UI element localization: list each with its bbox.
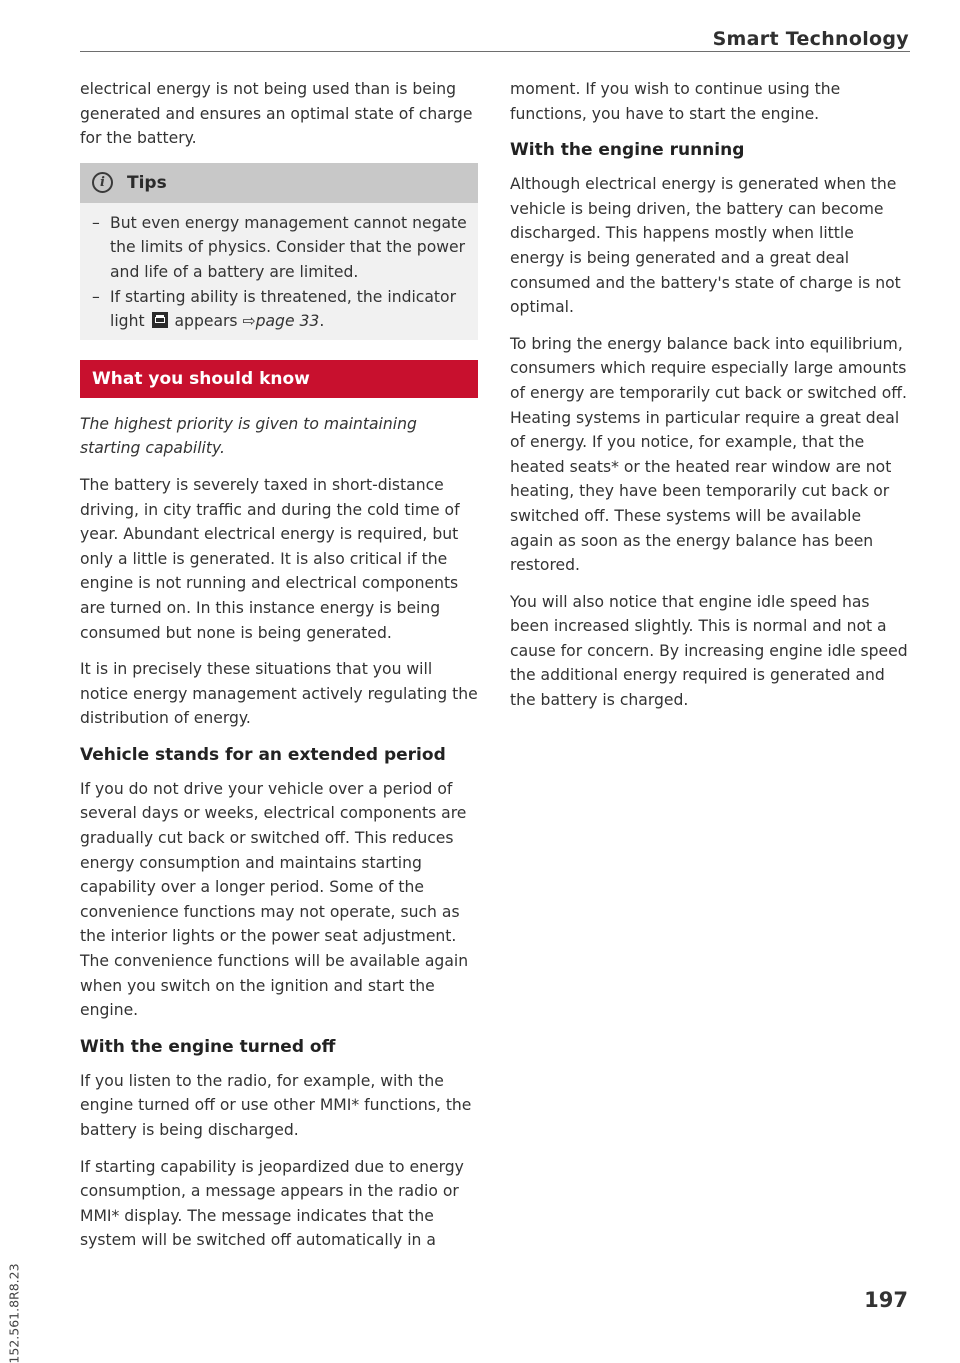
paragraph: If you do not drive your vehicle over a period of several days or weeks, electrical components are gradually cut back or switched off. This reduces energy consumption and maintains starting capability over a longer period. Some of the convenience functions may not operate, such as the interior lights or the power seat adjustment. The convenience functions will be available again when you switch on the ignition and start the engine. bbox=[80, 779, 469, 1020]
paragraph: You will also notice that engine idle speed has been increased slightly. This is normal and not a cause for concern. By increasing engine idle speed the additional energy required is generated and the battery is charged. bbox=[510, 592, 908, 710]
right-column bbox=[510, 77, 908, 725]
document-code: 152.561.8R8.23 bbox=[6, 1262, 22, 1363]
paragraph: If starting capability is jeopardized due to energy consumption, a message appears in the radio or MMI* display. The message indicates that the system will be switched off automatically in a bbox=[80, 1157, 464, 1250]
page-reference-link[interactable]: page 33 bbox=[255, 312, 320, 331]
intro-text: The highest priority is given to maintaining starting capability. bbox=[80, 414, 417, 458]
left-column bbox=[80, 77, 478, 1265]
tips-item: – But even energy management cannot negate the limits of physics. Consider that the power and life of a battery are limited. bbox=[92, 213, 467, 281]
tips-title: Tips bbox=[127, 172, 167, 193]
paragraph: It is in precisely these situations that you will notice energy management actively regulating the distribution of energy. bbox=[80, 660, 478, 728]
tips-list bbox=[80, 203, 478, 340]
page-number: 197 bbox=[864, 1288, 908, 1312]
tips-item: – If starting ability is threatened, the indicator light appears ⇨page 33. bbox=[92, 287, 457, 331]
paragraph: Although electrical energy is generated when the vehicle is being driven, the battery can become discharged. This happens mostly when little energy is being generated and a great deal consumed and the battery's state of charge is not optimal. bbox=[510, 175, 901, 317]
section-banner: What you should know bbox=[80, 360, 478, 398]
info-icon: i bbox=[92, 172, 113, 193]
arrow-right-icon: ⇨ bbox=[242, 312, 256, 331]
paragraph: moment. If you wish to continue using the functions, you have to start the engine. bbox=[510, 80, 841, 123]
paragraph: If you listen to the radio, for example, with the engine turned off or use other MMI* functions, the battery is being discharged. bbox=[80, 1071, 472, 1139]
subheading: With the engine turned off bbox=[80, 1036, 336, 1057]
tips-header bbox=[80, 163, 478, 203]
subheading: Vehicle stands for an extended period bbox=[80, 744, 446, 765]
paragraph: electrical energy is not being used than is being generated and ensures an optimal state of charge for the battery. bbox=[80, 80, 473, 148]
header-rule bbox=[80, 51, 910, 52]
battery-warning-icon bbox=[152, 312, 168, 328]
section-title: Smart Technology bbox=[712, 28, 909, 50]
paragraph: The battery is severely taxed in short-distance driving, in city traffic and during the cold time of year. Abundant electrical energy is required, but only a little is generated. It is also critical if the engine is not running and electrical components are turned on. In this instance energy is being consumed but none is being generated. bbox=[80, 475, 460, 642]
subheading: With the engine running bbox=[510, 140, 745, 161]
paragraph: To bring the energy balance back into equilibrium, consumers which require especially large amounts of energy are temporarily cut back or switched off. Heating systems in particular require a great deal of energy. If you notice, for example, that the heated seats* or the heated rear window are not heating, they have been temporarily cut back or switched off. These systems will be available again as soon as the energy balance has been restored. bbox=[510, 334, 907, 575]
tips-box bbox=[80, 163, 478, 340]
